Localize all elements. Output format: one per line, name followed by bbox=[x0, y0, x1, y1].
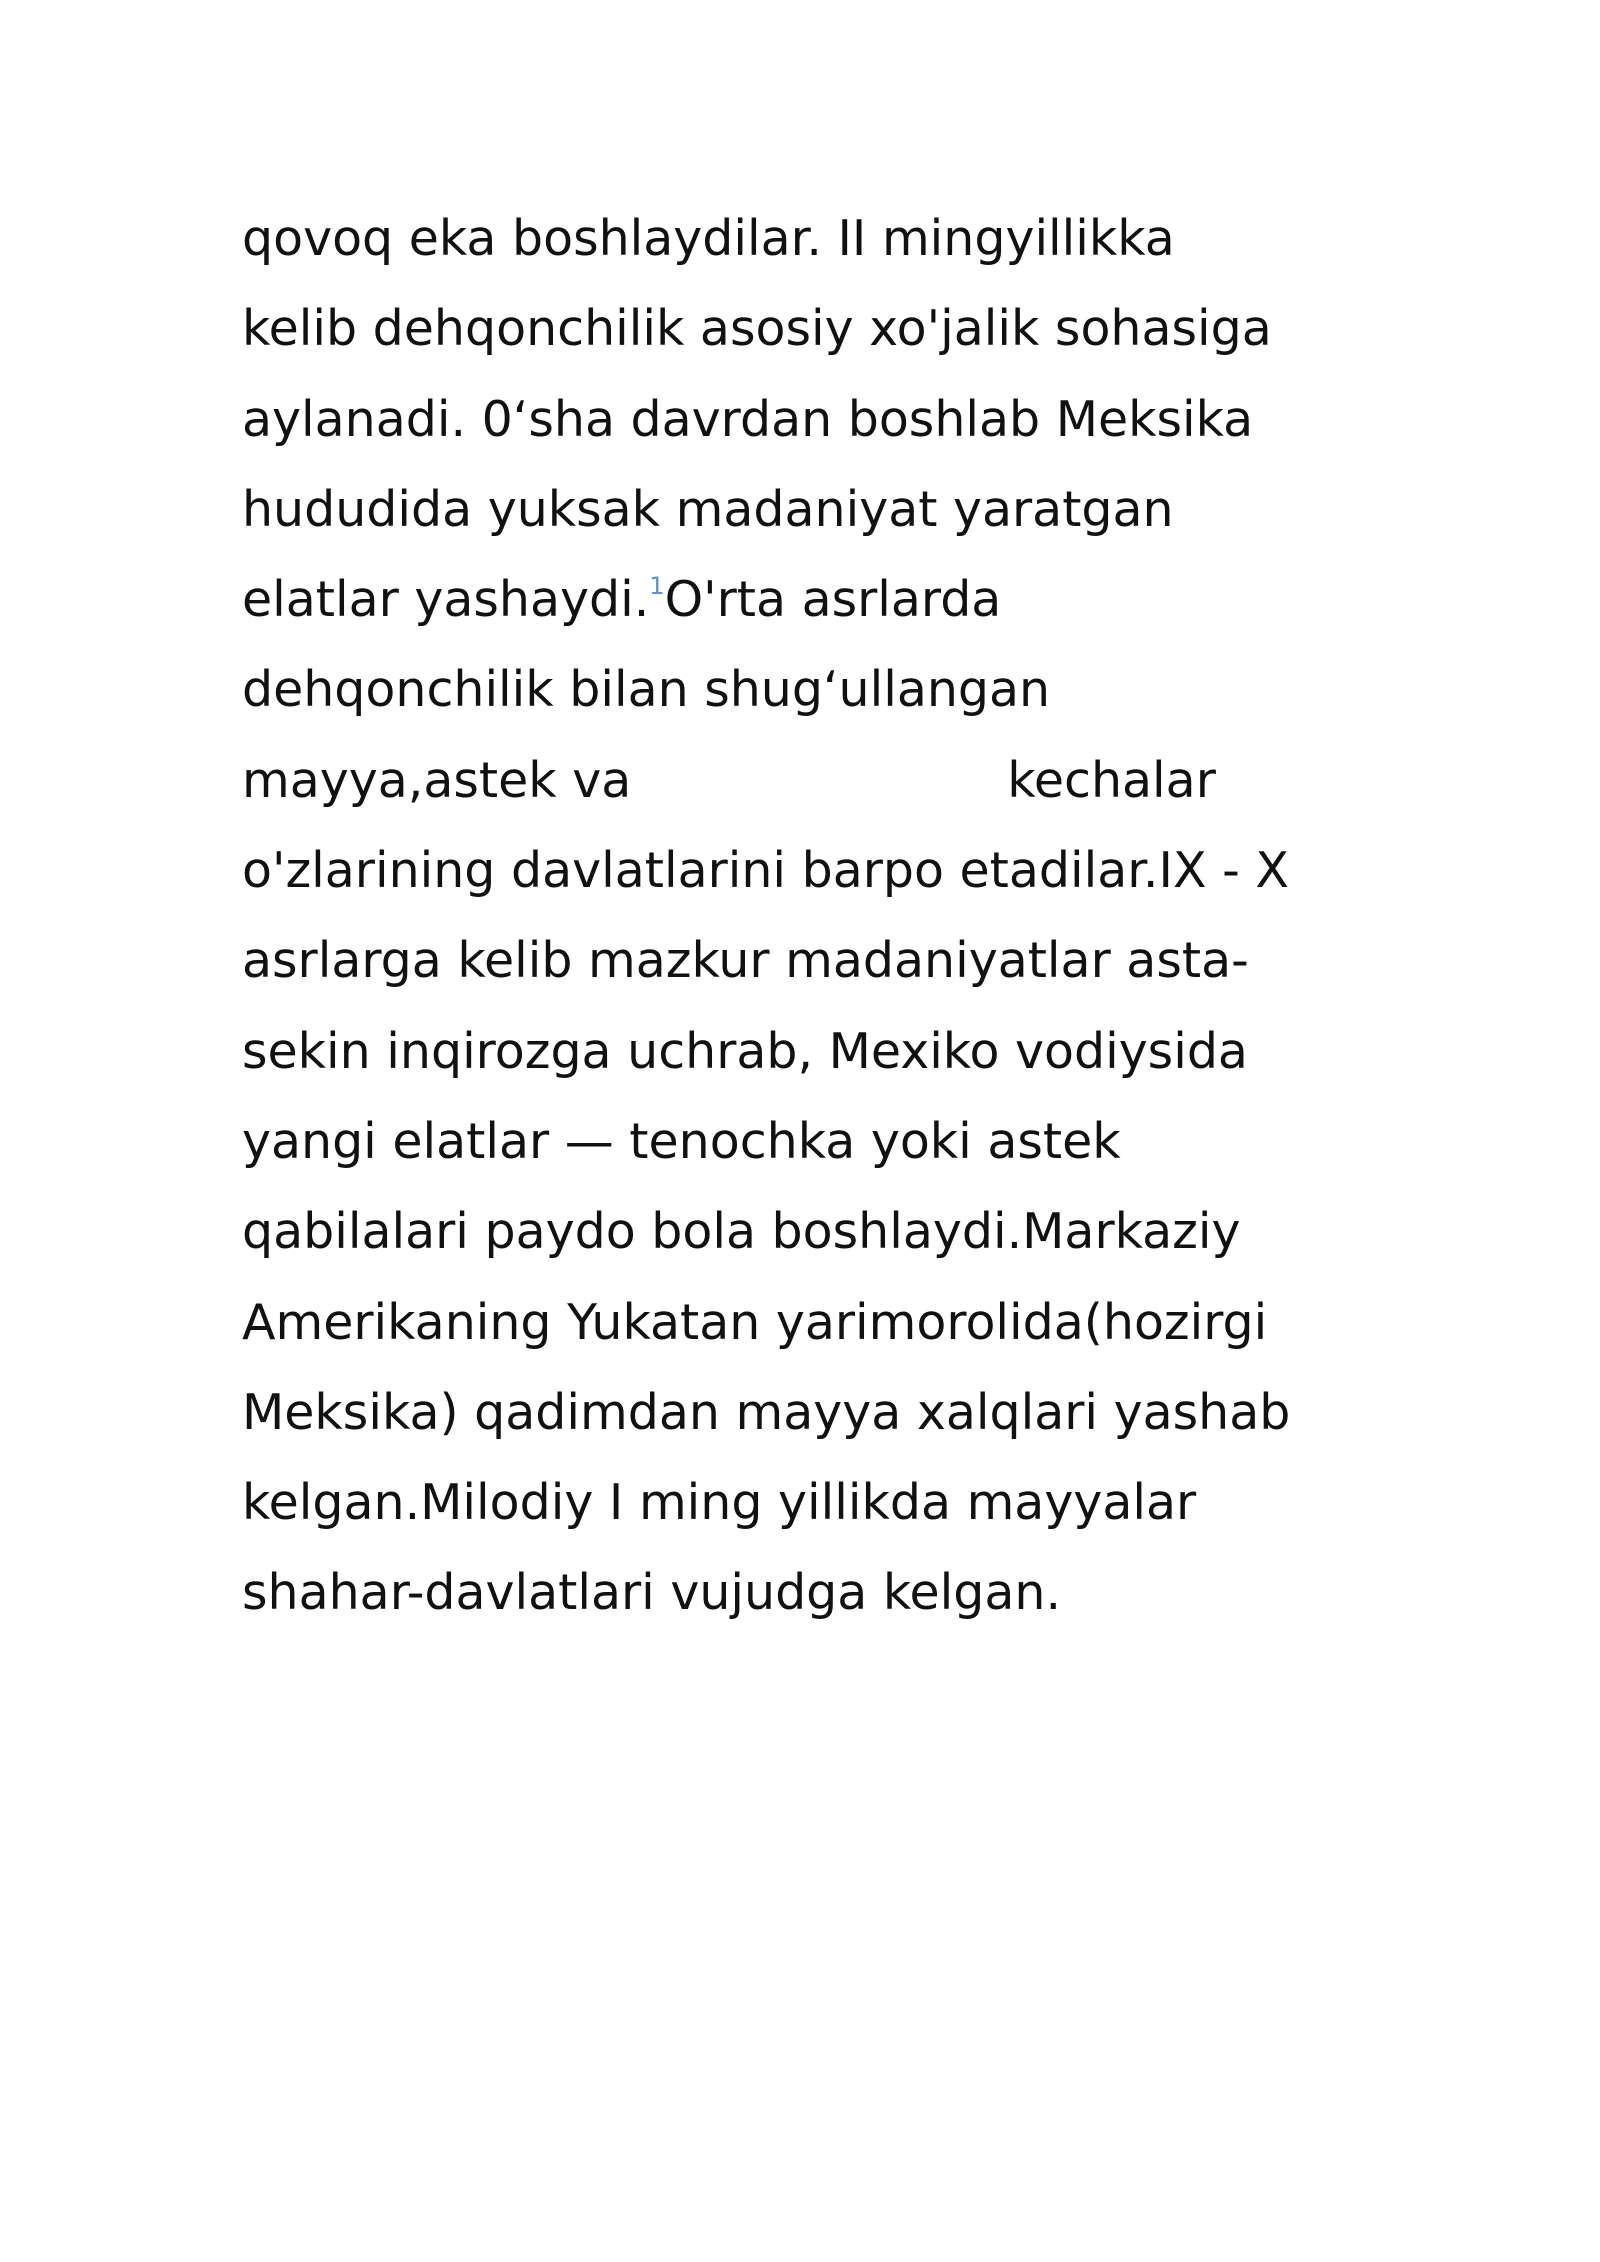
text-line bbox=[242, 284, 1372, 374]
text-line bbox=[242, 1007, 1372, 1097]
line-text: aylanadi. 0‘sha davrdan boshlab Meksika bbox=[242, 390, 1254, 448]
line-text: O'rta asrlarda bbox=[664, 571, 1002, 629]
line-text: mayya,astek va bbox=[242, 751, 632, 809]
line-text: asrlarga kelib mazkur madaniyatlar asta- bbox=[242, 932, 1249, 990]
footnote-reference[interactable]: 1 bbox=[649, 572, 665, 601]
text-line bbox=[242, 194, 1372, 284]
text-line bbox=[242, 916, 1372, 1006]
text-line bbox=[242, 555, 1372, 645]
line-text: sekin inqirozga uchrab, Mexiko vodiysida bbox=[242, 1022, 1248, 1080]
text-line bbox=[242, 645, 1372, 735]
line-text: Meksika) qadimdan mayya xalqlari yashab bbox=[242, 1383, 1291, 1441]
line-text: elatlar yashaydi. bbox=[242, 571, 650, 629]
line-text: qabilalari paydo bola boshlaydi.Markaziy bbox=[242, 1203, 1241, 1261]
text-line bbox=[242, 1368, 1372, 1458]
line-text: kelib dehqonchilik asosiy xo'jalik sohasiga bbox=[242, 300, 1272, 358]
text-line bbox=[242, 736, 1372, 826]
text-line bbox=[242, 375, 1372, 465]
line-text: o'zlarining davlatlarini barpo etadilar.IX - X bbox=[242, 842, 1289, 900]
text-line bbox=[242, 1548, 1372, 1638]
line-text: kechalar bbox=[1007, 751, 1216, 809]
text-line bbox=[242, 1187, 1372, 1277]
line-text: hududida yuksak madaniyat yaratgan bbox=[242, 480, 1174, 538]
body-text bbox=[242, 194, 1372, 1639]
text-line bbox=[242, 465, 1372, 555]
line-text: shahar-davlatlari vujudga kelgan. bbox=[242, 1564, 1062, 1622]
line-text: kelgan.Milodiy I ming yillikda mayyalar bbox=[242, 1474, 1197, 1532]
text-line bbox=[242, 826, 1372, 916]
line-text: qovoq eka boshlaydilar. II mingyillikka bbox=[242, 210, 1175, 267]
text-line bbox=[242, 1458, 1372, 1548]
line-text: yangi elatlar — tenochka yoki astek bbox=[242, 1112, 1121, 1170]
line-text: dehqonchilik bilan shug‘ullangan bbox=[242, 661, 1051, 719]
text-line bbox=[242, 1278, 1372, 1368]
line-text: Amerikaning Yukatan yarimorolida(hozirgi bbox=[242, 1293, 1268, 1351]
text-line bbox=[242, 1097, 1372, 1187]
